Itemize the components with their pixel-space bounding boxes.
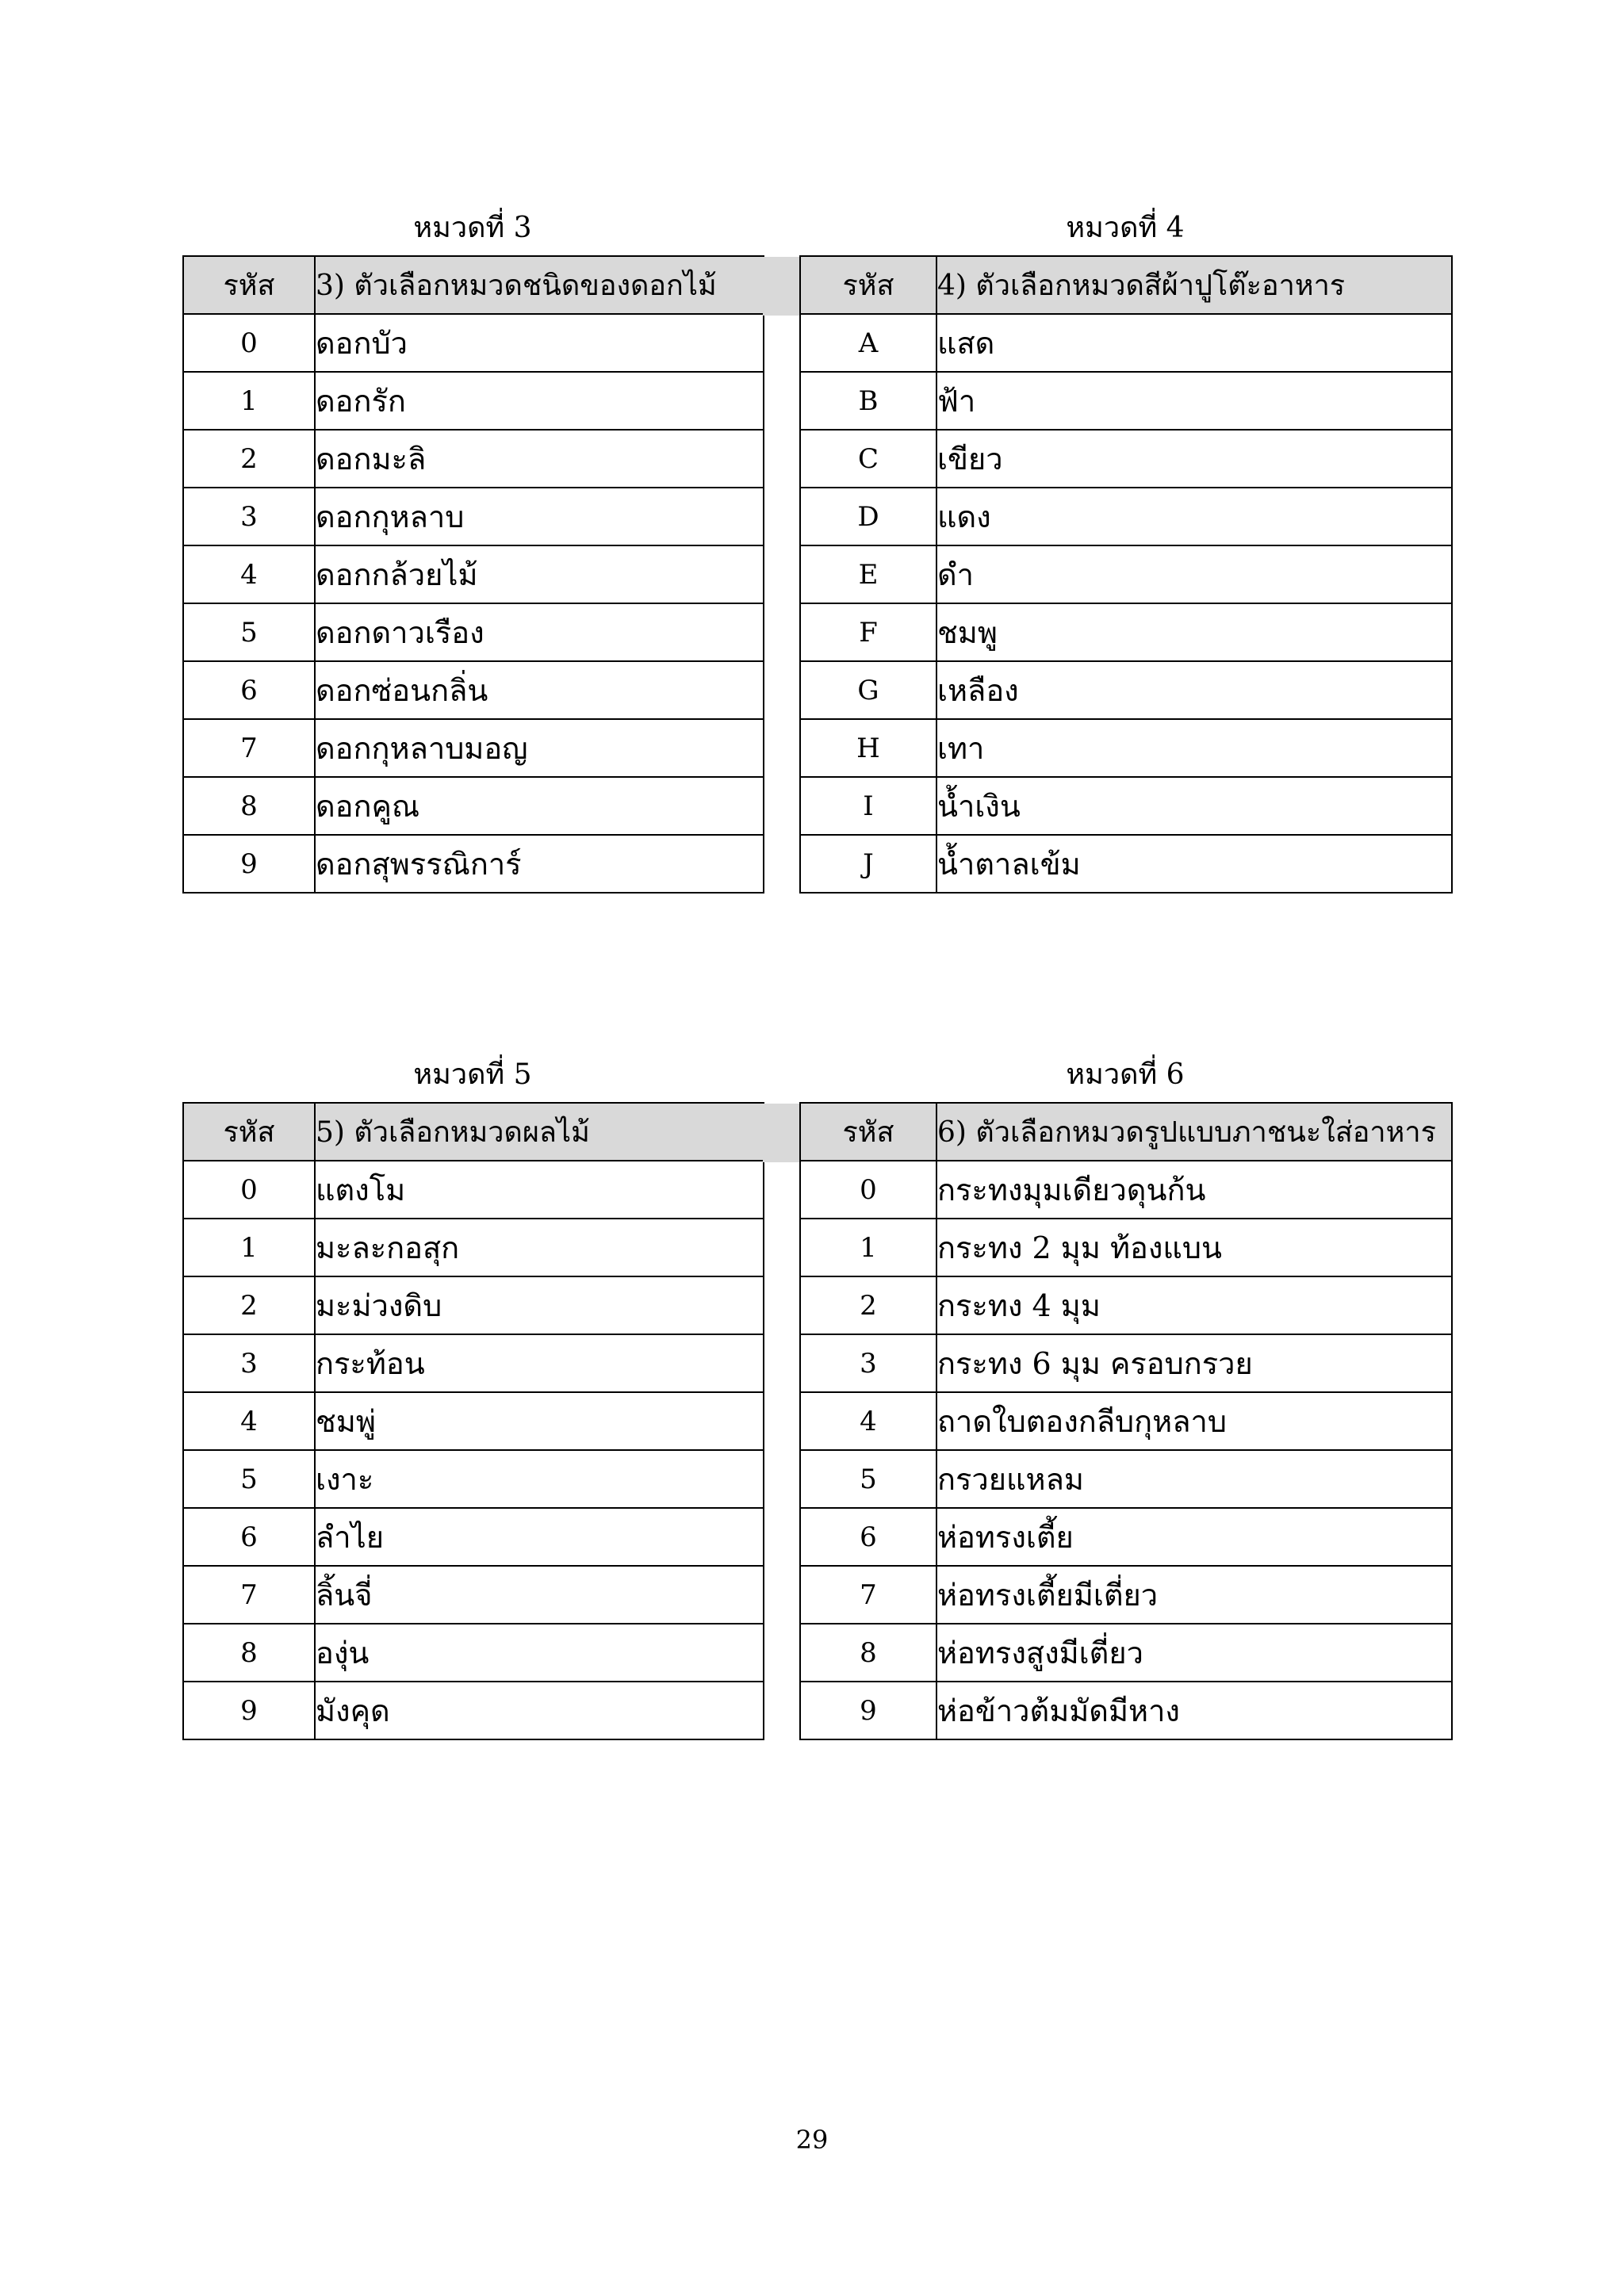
- row-label: ดอกบัว: [315, 314, 764, 372]
- row-code: 1: [800, 1219, 936, 1276]
- row-label: ดอกกุหลาบมอญ: [315, 719, 764, 777]
- row-code: 4: [800, 1392, 936, 1450]
- table-row: [800, 1276, 1452, 1334]
- row-code: J: [800, 835, 936, 893]
- row-code: 3: [800, 1334, 936, 1392]
- row-label: ดำ: [936, 545, 1452, 603]
- row-code: C: [800, 430, 936, 488]
- table-row: [800, 661, 1452, 719]
- row-label: ชมพู่: [315, 1392, 764, 1450]
- row-label: ฟ้า: [936, 372, 1452, 430]
- category-caption: หมวดที่ 4: [1066, 212, 1185, 244]
- row-code: 5: [183, 1450, 315, 1508]
- category-title: 6) ตัวเลือกหมวดรูปแบบภาชนะใส่อาหาร: [936, 1103, 1452, 1161]
- row-label: แตงโม: [315, 1161, 764, 1219]
- category-title: 4) ตัวเลือกหมวดสีผ้าปูโต๊ะอาหาร: [936, 256, 1452, 314]
- row-code: 0: [183, 1161, 315, 1219]
- category-caption: หมวดที่ 3: [413, 212, 532, 244]
- row-label: ดอกรัก: [315, 372, 764, 430]
- row-label: กรวยแหลม: [936, 1450, 1452, 1508]
- header-gap-shading: [763, 1104, 799, 1162]
- row-label: น้ำเงิน: [936, 777, 1452, 835]
- table-row: [183, 430, 764, 488]
- row-label: กระทง 2 มุม ท้องแบน: [936, 1219, 1452, 1276]
- table-row: [800, 372, 1452, 430]
- row-label: ดอกกล้วยไม้: [315, 545, 764, 603]
- row-code: 0: [183, 314, 315, 372]
- category-table: [799, 1102, 1453, 1740]
- row-code: 0: [800, 1161, 936, 1219]
- row-label: ถาดใบตองกลีบกุหลาบ: [936, 1392, 1452, 1450]
- row-code: I: [800, 777, 936, 835]
- table-row: [800, 1682, 1452, 1739]
- row-label: ดอกมะลิ: [315, 430, 764, 488]
- table-row: [183, 1334, 764, 1392]
- table-row: [800, 545, 1452, 603]
- code-header: รหัส: [183, 256, 315, 314]
- table-row: [800, 1508, 1452, 1566]
- row-label: เหลือง: [936, 661, 1452, 719]
- row-label: ชมพู: [936, 603, 1452, 661]
- row-code: 6: [800, 1508, 936, 1566]
- row-code: 4: [183, 545, 315, 603]
- row-code: 9: [183, 1682, 315, 1739]
- row-label: แสด: [936, 314, 1452, 372]
- table-row: [183, 1161, 764, 1219]
- table-row: [183, 835, 764, 893]
- row-code: 7: [183, 1566, 315, 1624]
- table-header-row: [800, 256, 1452, 314]
- row-code: 7: [800, 1566, 936, 1624]
- row-label: เงาะ: [315, 1450, 764, 1508]
- table-header-row: [183, 256, 764, 314]
- row-label: กระทงมุมเดียวดุนก้น: [936, 1161, 1452, 1219]
- row-label: เทา: [936, 719, 1452, 777]
- table-row: [800, 603, 1452, 661]
- table-row: [800, 835, 1452, 893]
- table-row: [183, 1682, 764, 1739]
- row-label: กระท้อน: [315, 1334, 764, 1392]
- row-label: ห่อทรงเตี้ย: [936, 1508, 1452, 1566]
- table-row: [183, 488, 764, 545]
- row-label: น้ำตาลเข้ม: [936, 835, 1452, 893]
- row-code: 5: [183, 603, 315, 661]
- table-row: [800, 1450, 1452, 1508]
- category-table: [182, 1102, 764, 1740]
- table-row: [800, 1392, 1452, 1450]
- table-row: [183, 1276, 764, 1334]
- table-row: [183, 1392, 764, 1450]
- row-code: 6: [183, 661, 315, 719]
- category-title: 3) ตัวเลือกหมวดชนิดของดอกไม้: [315, 256, 764, 314]
- row-code: 8: [183, 1624, 315, 1682]
- row-code: 7: [183, 719, 315, 777]
- category-caption: หมวดที่ 5: [413, 1058, 532, 1091]
- code-header: รหัส: [800, 256, 936, 314]
- row-label: กระทง 4 มุม: [936, 1276, 1452, 1334]
- row-code: 5: [800, 1450, 936, 1508]
- row-label: ห่อข้าวต้มมัดมีหาง: [936, 1682, 1452, 1739]
- row-code: 3: [183, 488, 315, 545]
- row-code: 1: [183, 1219, 315, 1276]
- table-row: [183, 372, 764, 430]
- row-code: E: [800, 545, 936, 603]
- row-code: F: [800, 603, 936, 661]
- table-row: [183, 545, 764, 603]
- category-table: [182, 255, 764, 894]
- table-row: [183, 1219, 764, 1276]
- row-code: 3: [183, 1334, 315, 1392]
- row-label: มะละกอสุก: [315, 1219, 764, 1276]
- row-code: 9: [800, 1682, 936, 1739]
- table-row: [800, 1219, 1452, 1276]
- row-label: องุ่น: [315, 1624, 764, 1682]
- row-label: ห่อทรงสูงมีเตี่ยว: [936, 1624, 1452, 1682]
- table-row: [800, 488, 1452, 545]
- table-row: [183, 1566, 764, 1624]
- row-label: มะม่วงดิบ: [315, 1276, 764, 1334]
- row-code: G: [800, 661, 936, 719]
- table-row: [183, 1624, 764, 1682]
- row-code: 1: [183, 372, 315, 430]
- row-code: 6: [183, 1508, 315, 1566]
- header-gap-shading: [763, 257, 799, 316]
- table-row: [800, 430, 1452, 488]
- row-code: D: [800, 488, 936, 545]
- page-number: 29: [795, 2125, 829, 2155]
- row-label: ลำไย: [315, 1508, 764, 1566]
- row-label: แดง: [936, 488, 1452, 545]
- row-label: ดอกกุหลาบ: [315, 488, 764, 545]
- row-code: 8: [800, 1624, 936, 1682]
- table-row: [800, 1161, 1452, 1219]
- row-code: 2: [183, 1276, 315, 1334]
- row-label: เขียว: [936, 430, 1452, 488]
- table-row: [183, 314, 764, 372]
- table-header-row: [183, 1103, 764, 1161]
- row-code: 4: [183, 1392, 315, 1450]
- table-row: [183, 661, 764, 719]
- row-label: ลิ้นจี่: [315, 1566, 764, 1624]
- row-label: ดอกสุพรรณิการ์: [315, 835, 764, 893]
- row-label: ดอกซ่อนกลิ่น: [315, 661, 764, 719]
- row-code: 2: [183, 430, 315, 488]
- row-label: ดอกดาวเรือง: [315, 603, 764, 661]
- table-header-row: [800, 1103, 1452, 1161]
- row-label: กระทง 6 มุม ครอบกรวย: [936, 1334, 1452, 1392]
- table-row: [800, 1334, 1452, 1392]
- row-label: มังคุด: [315, 1682, 764, 1739]
- row-code: B: [800, 372, 936, 430]
- row-code: H: [800, 719, 936, 777]
- row-label: ห่อทรงเตี้ยมีเตี่ยว: [936, 1566, 1452, 1624]
- table-row: [800, 314, 1452, 372]
- table-row: [183, 1508, 764, 1566]
- category-table: [799, 255, 1453, 894]
- row-code: 2: [800, 1276, 936, 1334]
- table-row: [183, 777, 764, 835]
- table-row: [800, 777, 1452, 835]
- table-row: [800, 1566, 1452, 1624]
- code-header: รหัส: [800, 1103, 936, 1161]
- table-row: [183, 719, 764, 777]
- table-row: [183, 1450, 764, 1508]
- table-row: [800, 1624, 1452, 1682]
- category-title: 5) ตัวเลือกหมวดผลไม้: [315, 1103, 764, 1161]
- row-code: 9: [183, 835, 315, 893]
- row-label: ดอกคูณ: [315, 777, 764, 835]
- code-header: รหัส: [183, 1103, 315, 1161]
- row-code: A: [800, 314, 936, 372]
- table-row: [800, 719, 1452, 777]
- category-caption: หมวดที่ 6: [1066, 1058, 1185, 1091]
- row-code: 8: [183, 777, 315, 835]
- table-row: [183, 603, 764, 661]
